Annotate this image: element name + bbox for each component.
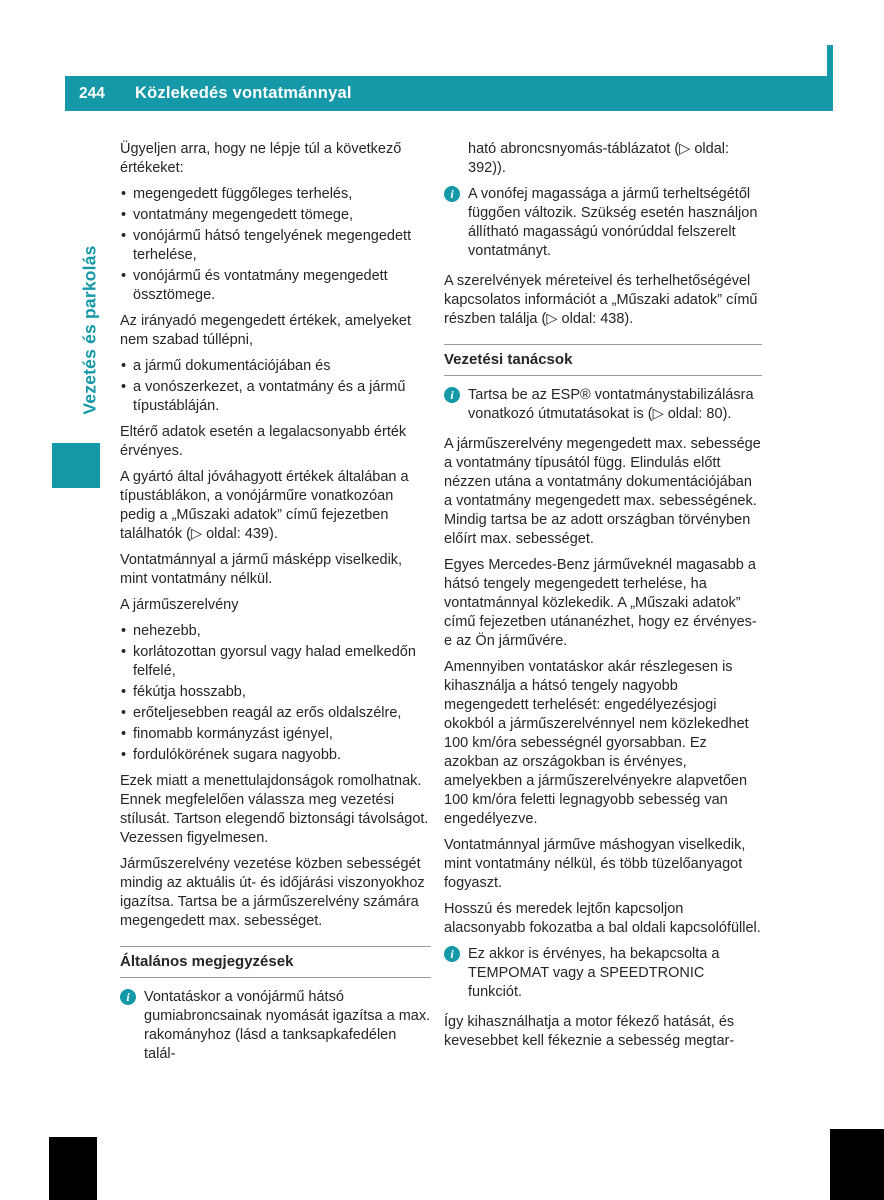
info-note — [444, 386, 762, 424]
section-heading: Vezetési tanácsok — [444, 344, 762, 376]
paragraph: Egyes Mercedes-Benz járműveknél magasabb a hátsó tengely megengedett terhelése, ha vontatmánnyal közlekedik. A „Műszaki adatok” című fejezetben utánanézhet, hogy ez érvényes-e az Ön járművére. — [444, 557, 757, 649]
info-text: Tartsa be az ESP® vontatmánystabilizálásra vonatkozó útmutatásokat is (▷ oldal: 80). — [468, 387, 754, 422]
bullet-item: • fékútja hosszabb, — [120, 683, 431, 702]
bullet-item: • megengedett függőleges terhelés, — [120, 185, 431, 204]
bullet-item: • vonójármű és vontatmány megengedett össztömege. — [120, 267, 431, 305]
bullet-item: • vontatmány megengedett tömege, — [120, 206, 431, 225]
bullet-item: • a jármű dokumentációjában és — [120, 357, 431, 376]
bullet-item: • finomabb kormányzást igényel, — [120, 725, 431, 744]
paragraph: A járműszerelvény megengedett max. sebessége a vontatmány típusától függ. Elindulás előtt nézzen utána a vontatmány dokumentációjában a vontatmány megengedett max. sebességének. Mindig tartsa be az adott országban törvényben előírt max. sebességet. — [444, 436, 761, 547]
column-left — [120, 140, 431, 1075]
info-icon: i — [120, 989, 136, 1005]
page-number: 244 — [79, 84, 105, 102]
info-note — [444, 185, 762, 261]
page-corner-mark-right — [830, 1129, 884, 1200]
info-note — [120, 988, 431, 1064]
paragraph: Vontatmánnyal a jármű másképp viselkedik, mint vontatmány nélkül. — [120, 552, 403, 587]
page-header — [65, 76, 833, 111]
info-text: A vonófej magassága a jármű terheltségétől függően változik. Szükség esetén használjon állítható magasságú vonórúddal felszerelt vontatmányt. — [468, 186, 758, 259]
bullet-list — [120, 185, 431, 305]
info-note — [444, 945, 762, 1002]
section-heading: Általános megjegyzések — [120, 946, 431, 978]
paragraph: Járműszerelvény vezetése közben sebességét mindig az aktuális út- és időjárási viszonyokhoz igazítsa. Tartsa be a járműszerelvény számára megengedett max. sebességet. — [120, 856, 425, 929]
paragraph: Az irányadó megengedett értékek, amelyeket nem szabad túllépni, — [120, 313, 411, 348]
info-icon: i — [444, 387, 460, 403]
paragraph: Ezek miatt a menettulajdonságok romolhatnak. Ennek megfelelően válassza meg vezetési stílusát. Tartson elegendő biztonsági távolságot. Vezessen figyelmesen. — [120, 773, 429, 846]
bullet-item: • nehezebb, — [120, 622, 431, 641]
paragraph: ható abroncsnyomás-táblázatot (▷ oldal: 392)). — [468, 141, 730, 176]
bullet-item: • korlátozottan gyorsul vagy halad emelkedőn felfelé, — [120, 643, 431, 681]
page-title: Közlekedés vontatmánnyal — [135, 84, 352, 102]
paragraph: Így kihasználhatja a motor fékező hatását, és kevesebbet kell fékeznie a sebesség megtar- — [444, 1014, 735, 1049]
paragraph: Ügyeljen arra, hogy ne lépje túl a következő értékeket: — [120, 141, 402, 176]
paragraph: Eltérő adatok esetén a legalacsonyabb érték érvényes. — [120, 424, 407, 459]
info-text: Ez akkor is érvényes, ha bekapcsolta a TEMPOMAT vagy a SPEEDTRONIC funkciót. — [468, 946, 720, 1000]
info-icon: i — [444, 186, 460, 202]
bullet-item: • erőteljesebben reagál az erős oldalszélre, — [120, 704, 431, 723]
info-text: Vontatáskor a vonójármű hátsó gumiabroncsainak nyomását igazítsa a max. rakományhoz (lásd a tanksapkafedélen talál- — [144, 989, 431, 1062]
bullet-item: • fordulókörének sugara nagyobb. — [120, 746, 431, 765]
paragraph: Hosszú és meredek lejtőn kapcsoljon alacsonyabb fokozatba a bal oldali kapcsolófüllel. — [444, 901, 761, 936]
paragraph: Amennyiben vontatáskor akár részlegesen is kihasználja a hátsó tengely nagyobb megengedett terhelését: engedélyezésjogi okokból a járműszerelvénnyel nem közlekedhet 100 km/óra sebességnél gyorsabban. Ez azokban az országokban is érvényes, amelyekben a járműszerelvényekre alapvetően 100 km/óra feletti legnagyobb sebesség van engedélyezve. — [444, 659, 749, 827]
paragraph: A járműszerelvény — [120, 597, 239, 613]
bullet-list — [120, 357, 431, 416]
paragraph: A szerelvények méreteivel és terhelhetőségével kapcsolatos információt a „Műszaki adatok” című részben találja (▷ oldal: 438). — [444, 273, 758, 327]
header-accent-strip — [827, 45, 833, 77]
column-right — [444, 140, 762, 1058]
chapter-tab-label: Vezetés és parkolás — [79, 245, 100, 415]
paragraph: Vontatmánnyal járműve máshogyan viselkedik, mint vontatmány nélkül, és több tüzelőanyagot fogyaszt. — [444, 837, 746, 891]
page-corner-mark-left — [49, 1137, 97, 1200]
info-icon: i — [444, 946, 460, 962]
paragraph: A gyártó által jóváhagyott értékek általában a típustáblákon, a vonójárműre vonatkozóan pedig a „Műszaki adatok” című fejezetben találhatók (▷ oldal: 439). — [120, 469, 409, 542]
chapter-tab-marker — [52, 443, 100, 488]
bullet-item: • a vonószerkezet, a vontatmány és a jármű típustábláján. — [120, 378, 431, 416]
bullet-item: • vonójármű hátsó tengelyének megengedett terhelése, — [120, 227, 431, 265]
bullet-list — [120, 622, 431, 765]
